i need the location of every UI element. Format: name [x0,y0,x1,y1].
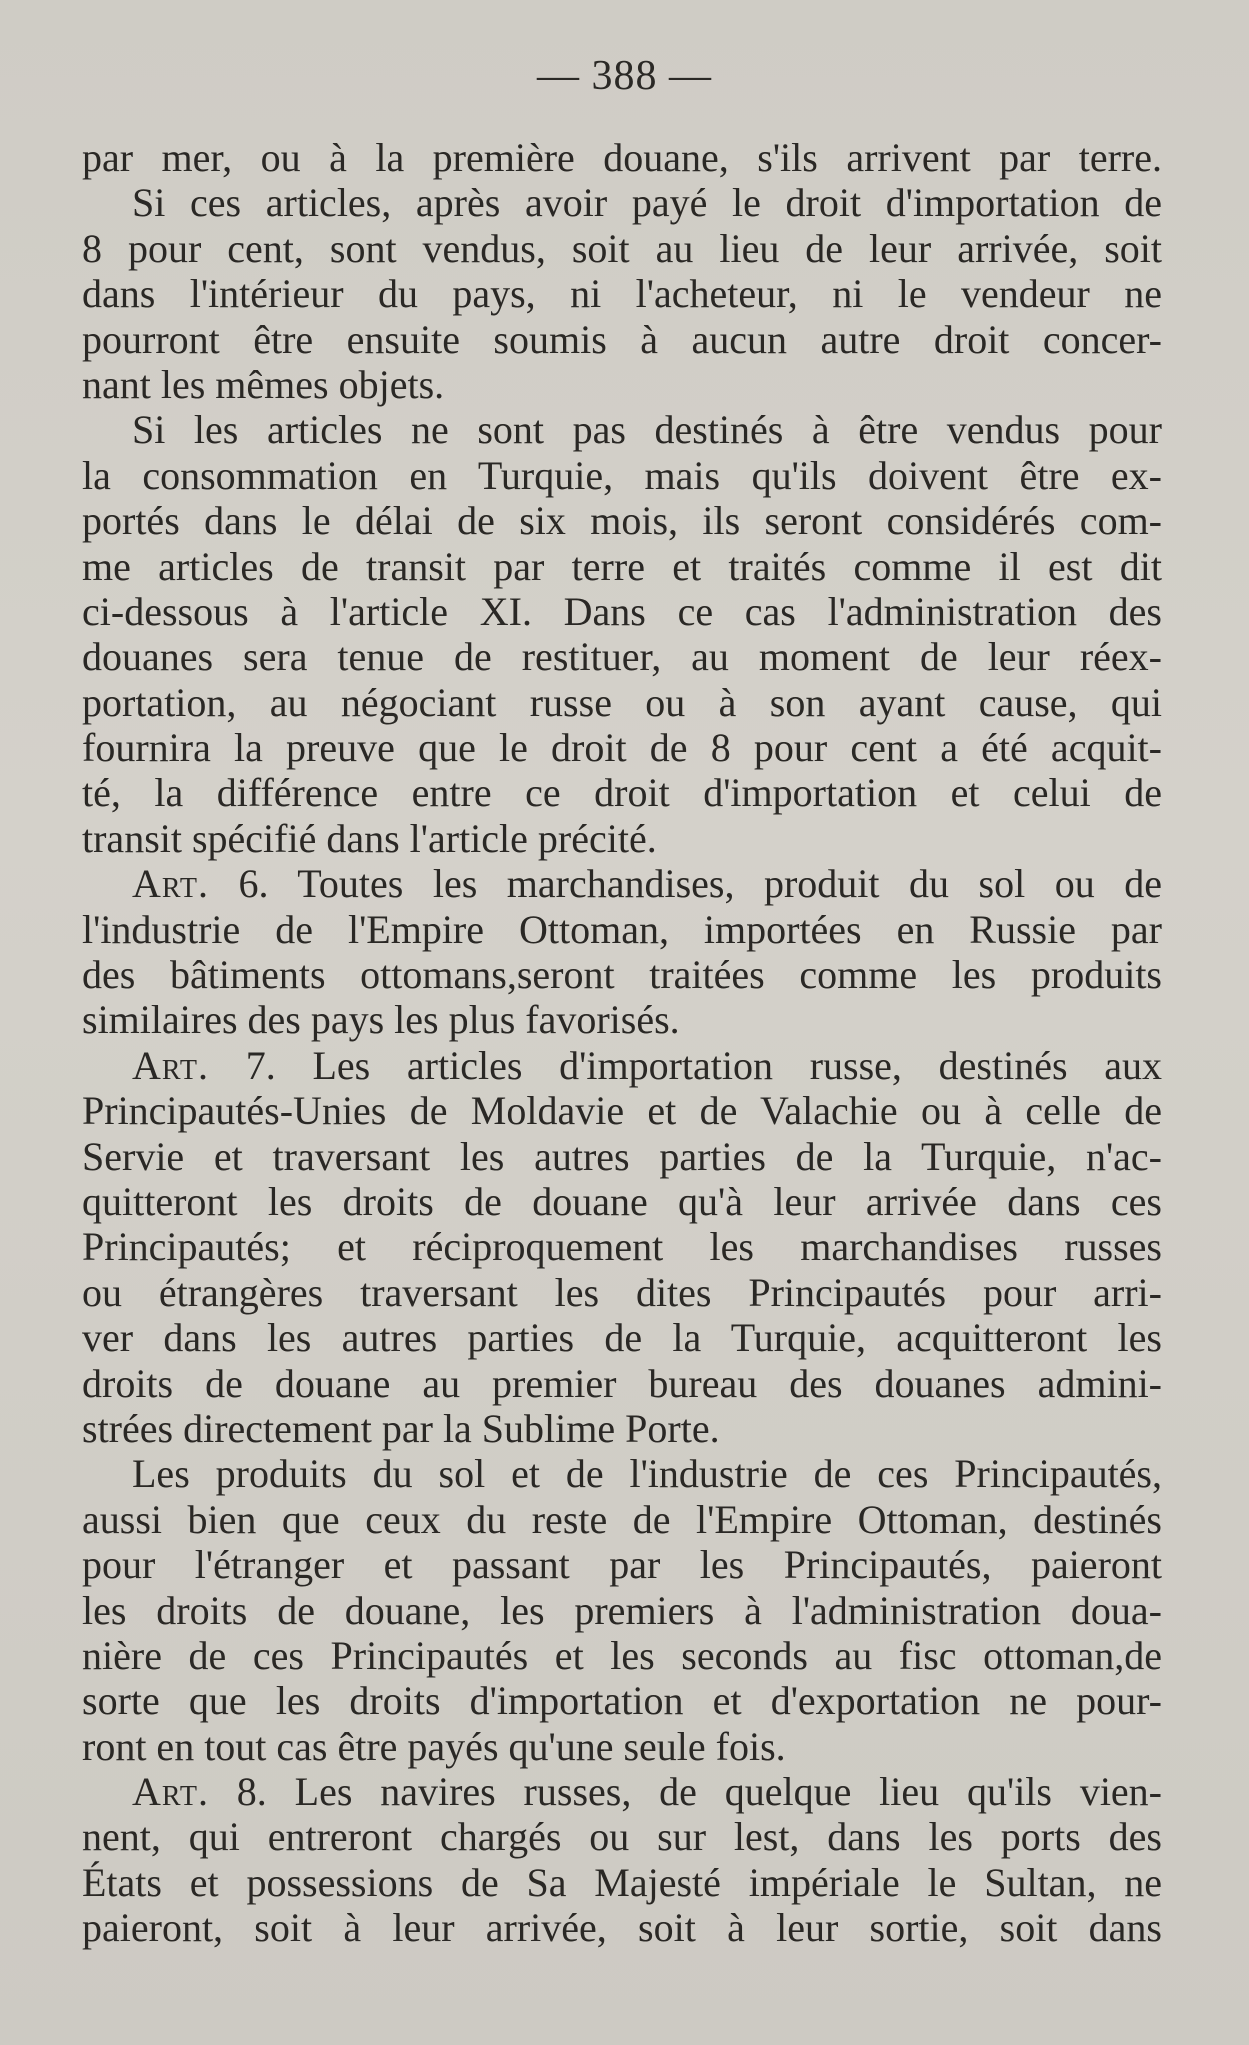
line-text: similaires des pays les plus favorisés. [82,997,680,1043]
text-line [82,1860,1162,1905]
text-line [82,1678,1162,1723]
text-line [82,1633,1162,1678]
line-text: 6. Toutes les marchandises, produit du sol ou de [208,861,1162,907]
text-line [82,453,1162,498]
text-line [82,1088,1162,1133]
line-text: Principautés; et réciproquement les marchandises russes [82,1224,1162,1270]
line-text: douanes sera tenue de restituer, au moment de leur réex- [82,634,1162,680]
line-text: sorte que les droits d'importation et d'exportation ne pour- [82,1678,1162,1724]
text-line [82,1224,1162,1269]
text-line [82,1134,1162,1179]
line-text: dans l'intérieur du pays, ni l'acheteur, ni le vendeur ne [82,271,1162,317]
text-line [82,725,1162,770]
line-text: transit spécifié dans l'article précité. [82,815,657,861]
text-line [82,1043,1162,1088]
text-line [82,226,1162,271]
line-text: aussi bien que ceux du reste de l'Empire Ottoman, destinés [82,1496,1162,1542]
text-line [82,770,1162,815]
text-line [82,634,1162,679]
line-text: paieront, soit à leur arrivée, soit à leur sortie, soit dans [82,1905,1162,1951]
line-text: pourront être ensuite soumis à aucun autre droit concer- [82,316,1162,362]
line-text: ver dans les autres parties de la Turquie, acquitteront les [82,1315,1162,1361]
text-line [82,1315,1162,1360]
line-text: des bâtiments ottomans,seront traitées comme les produits [82,952,1162,998]
article-label: Art. [132,1042,209,1088]
line-text: Les produits du sol et de l'industrie de ces Principautés, [132,1451,1162,1497]
article-label: Art. [132,1769,209,1815]
page-number: — 388 — [537,53,712,99]
text-line [82,180,1162,225]
text-line [82,997,1162,1042]
text-line [82,362,1162,407]
line-text: nent, qui entreront chargés ou sur lest, dans les ports des [82,1814,1162,1860]
line-text: strées directement par la Sublime Porte. [82,1405,720,1451]
line-text: Si ces articles, après avoir payé le droit d'importation de [132,180,1162,226]
line-text: nant les mêmes objets. [82,361,445,407]
body-text [82,135,1162,1951]
line-text: portation, au négociant russe ou à son ayant cause, qui [82,679,1162,725]
text-line [82,498,1162,543]
text-line [82,1270,1162,1315]
text-line [82,1814,1162,1859]
text-line [82,1769,1162,1814]
line-text: la consommation en Turquie, mais qu'ils doivent être ex- [82,452,1162,498]
line-text: 8. Les navires russes, de quelque lieu qu'ils vien- [208,1769,1162,1815]
text-line [82,1361,1162,1406]
text-line [82,1724,1162,1769]
line-text: 7. Les articles d'importation russe, destinés aux [208,1042,1162,1088]
text-line [82,1588,1162,1633]
line-text: nière de ces Principautés et les seconds au fisc ottoman,de [82,1632,1162,1678]
line-text: fournira la preuve que le droit de 8 pour cent a été acquit- [82,725,1162,771]
line-text: ci-dessous à l'article XI. Dans ce cas l'administration des [82,588,1162,634]
text-line [82,680,1162,725]
line-text: quitteront les droits de douane qu'à leur arrivée dans ces [82,1178,1162,1224]
text-line [82,589,1162,634]
text-line [82,1406,1162,1451]
line-text: portés dans le délai de six mois, ils seront considérés com- [82,498,1162,544]
line-text: par mer, ou à la première douane, s'ils arrivent par terre. [82,135,1162,180]
text-line [82,861,1162,906]
line-text: l'industrie de l'Empire Ottoman, importées en Russie par [82,906,1162,952]
line-text: me articles de transit par terre et traités comme il est dit [82,543,1162,589]
line-text: pour l'étranger et passant par les Principautés, paieront [82,1542,1162,1588]
line-text: États et possessions de Sa Majesté impériale le Sultan, ne [82,1859,1162,1905]
line-text: droits de douane au premier bureau des douanes admini- [82,1360,1162,1406]
text-line [82,907,1162,952]
text-line [82,1179,1162,1224]
line-text: Principautés-Unies de Moldavie et de Valachie ou à celle de [82,1088,1162,1134]
text-line [82,1497,1162,1542]
text-line [82,1542,1162,1587]
line-text: Si les articles ne sont pas destinés à être vendus pour [132,407,1162,453]
text-line [82,1905,1162,1950]
text-line [82,407,1162,452]
text-line [82,816,1162,861]
line-text: les droits de douane, les premiers à l'administration doua- [82,1587,1162,1633]
article-label: Art. [132,861,209,907]
text-line [82,271,1162,316]
text-line [82,952,1162,997]
line-text: té, la différence entre ce droit d'importation et celui de [82,770,1162,816]
line-text: ou étrangères traversant les dites Principautés pour arri- [82,1269,1162,1315]
text-line [82,135,1162,180]
text-line [82,317,1162,362]
text-line [82,544,1162,589]
line-text: 8 pour cent, sont vendus, soit au lieu de leur arrivée, soit [82,225,1162,271]
text-line [82,1451,1162,1496]
line-text: ront en tout cas être payés qu'une seule fois. [82,1723,786,1769]
line-text: Servie et traversant les autres parties de la Turquie, n'ac- [82,1133,1162,1179]
